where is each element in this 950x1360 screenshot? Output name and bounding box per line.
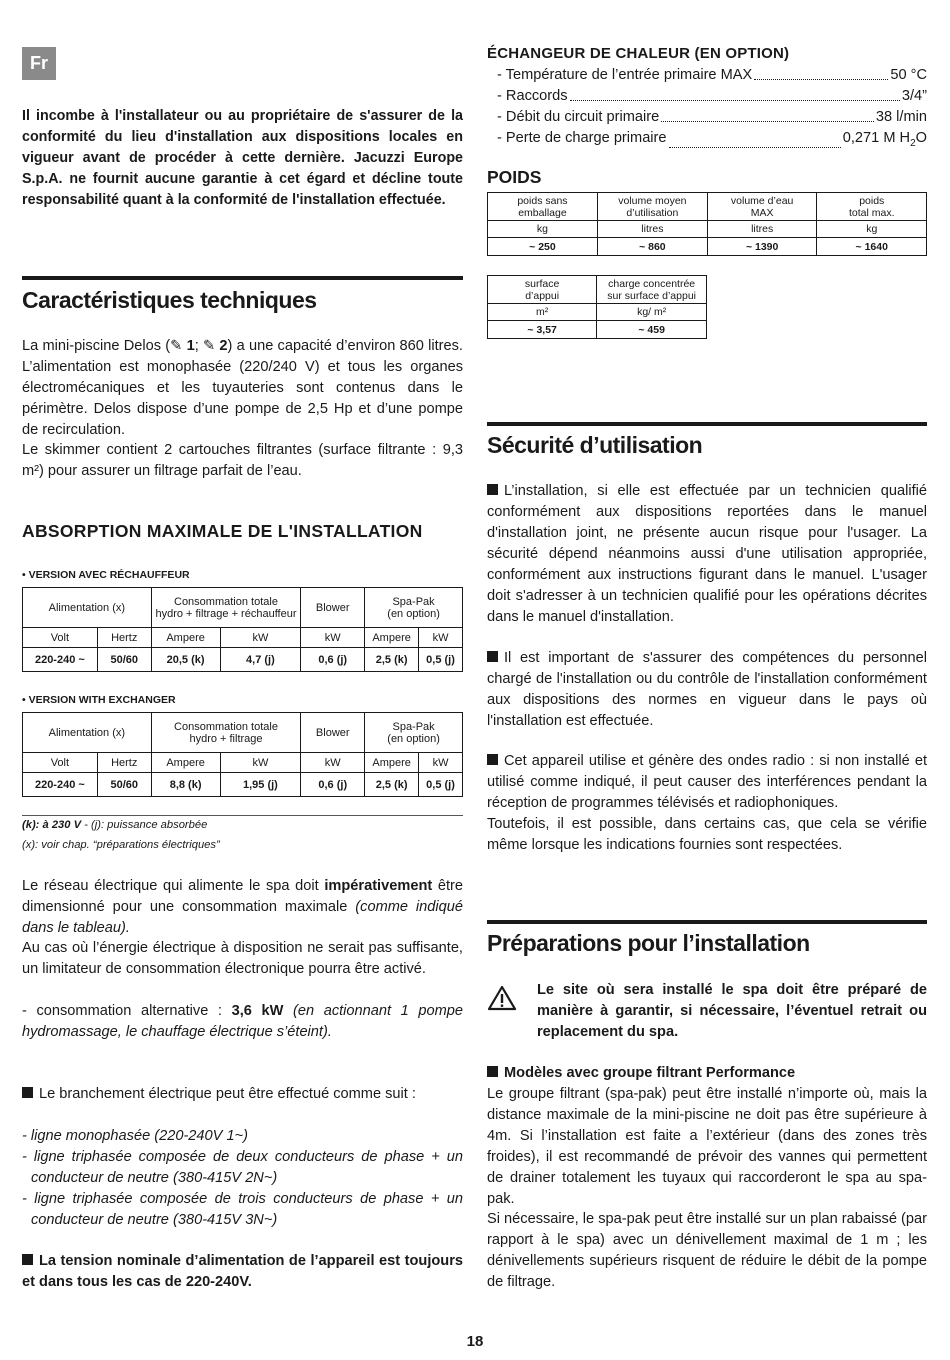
header-cell: volume d’eau MAX (707, 193, 817, 221)
square-bullet-icon (487, 484, 498, 495)
surface-table (487, 275, 707, 339)
section-rule (22, 276, 463, 280)
unit-cell: Ampere (151, 753, 220, 773)
header-spapak: Spa-Pak (en option) (365, 588, 463, 628)
unit-cell: Ampere (365, 628, 419, 648)
value-cell: 0,5 (j) (419, 648, 463, 672)
value-cell: ~ 1390 (707, 238, 817, 256)
value-cell: ~ 3,57 (488, 321, 597, 339)
language-badge: Fr (22, 47, 56, 80)
unit-cell: Ampere (365, 753, 419, 773)
value-cell: ~ 1640 (817, 238, 927, 256)
tech-title: Caractéristiques techniques (22, 287, 317, 313)
header-cell: poids sans emballage (488, 193, 598, 221)
square-bullet-icon (487, 1066, 498, 1077)
intro-warning: Il incombe à l'installateur ou au propriétaire de s'assurer de la conformité du lieu d'installation aux dispositions locales en vigueur avant de procéder à cette dernière. Jacuzzi Europe S.p.A. ne fournit aucune garantie à cet égard et décline toute responsabilité quant à la conformité de l'installation effectuée. (22, 108, 463, 208)
echangeur-row: - Raccords 3/4” (497, 88, 927, 104)
value-cell: ~ 250 (488, 238, 598, 256)
value-cell: ~ 459 (597, 321, 707, 339)
reseau-para-1: Le réseau électrique qui alimente le spa doit impérativement être dimensionné pour une consommation maximale (comme indiqué dans le tableau). (22, 878, 464, 936)
tech-para-2: Le skimmer contient 2 cartouches filtrantes (surface filtrante : 9,3 m²) pour assurer un filtrage parfait de l’eau. (22, 442, 463, 479)
securite-para-1: L’installation, si elle est effectuée par un technicien qualifié conformément aux dispositions reportées dans le manuel d'installation joint, ne présente aucun risque pour l'usager. La sécurité dépend néanmoins aussi d'une utilisation appropriée, conformément aux instructions figurant dans le manuel. L'usager doit s'adresser à un technicien qualifié pour les opérations décrites dans le manuel d'installation. (487, 483, 927, 625)
unit-cell: Volt (23, 753, 98, 773)
notes-divider (22, 815, 463, 816)
unit-cell: litres (597, 221, 707, 238)
value-cell: 2,5 (k) (365, 773, 419, 797)
warning-triangle-icon (487, 985, 517, 1016)
section-rule (487, 422, 927, 426)
tension-note: La tension nominale d’alimentation de l’appareil est toujours et dans tous les cas de 220-240V. (22, 1253, 463, 1290)
value-cell: 20,5 (k) (151, 648, 220, 672)
unit-cell: kW (419, 753, 463, 773)
header-cell: poids total max. (817, 193, 927, 221)
header-consumption: Consommation totale hydro + filtrage + réchauffeur (151, 588, 301, 628)
preparations-para-2: Si nécessaire, le spa-pak peut être installé sur un plan rabaissé (par rapport à le spa) avec un dénivellement maximal de 1 m ; les dénivellements supérieurs risquent de réduire le débit de la pompe de filtrage. (487, 1211, 927, 1290)
unit-cell: kW (301, 753, 365, 773)
value-cell: 50/60 (97, 773, 151, 797)
securite-para-4: Toutefois, il est possible, dans certains cas, que cela se vérifie même lorsque les indications fournies sont respectées. (487, 816, 927, 853)
pencil-icon: ✎ (202, 338, 216, 354)
value-cell: 50/60 (97, 648, 151, 672)
echangeur-title: ÉCHANGEUR DE CHALEUR (EN OPTION) (487, 45, 790, 62)
echangeur-row: - Débit du circuit primaire 38 l/min (497, 109, 927, 125)
branchement-item: - ligne triphasée composée de deux conducteurs de phase + un conducteur de neutre (380-415V 2N~) (22, 1149, 463, 1186)
value-cell: 1,95 (j) (220, 773, 301, 797)
unit-cell: kW (220, 753, 301, 773)
unit-cell: m² (488, 304, 597, 321)
branchement-item: - ligne triphasée composée de trois conducteurs de phase + un conducteur de neutre (380-415V 3N~) (22, 1191, 463, 1228)
unit-cell: kg (817, 221, 927, 238)
unit-cell: kg/ m² (597, 304, 707, 321)
header-consumption: Consommation totale hydro + filtrage (151, 713, 301, 753)
echangeur-row: - Température de l’entrée primaire MAX 50 °C (497, 67, 927, 83)
absorption-table-exchanger (22, 712, 463, 797)
tech-para-1: La mini-piscine Delos (✎ 1; ✎ 2) a une capacité d’environ 860 litres. L’alimentation est monophasée (220/240 V) et tous les organes électromécaniques et les tuyauteries sont contenus dans le périmètre. Delos dispose d’une pompe de 2,5 Hp et d’une pompe de recirculation. (22, 338, 463, 438)
preparations-warning: Le site où sera installé le spa doit être préparé de manière à garantir, si nécessaire, l’éventuel retrait ou replacement du spa. (537, 982, 927, 1040)
section-rule (487, 920, 927, 924)
unit-cell: kW (301, 628, 365, 648)
securite-para-2: Il est important de s'assurer des compétences du personnel chargé de l'installation ou du contrôle de l'installation conformément aux dispositions des normes en vigueur dans le pays où l'installation est effectuée. (487, 650, 927, 729)
unit-cell: kW (220, 628, 301, 648)
square-bullet-icon (22, 1087, 33, 1098)
unit-cell: Hertz (97, 753, 151, 773)
note-x: (x): voir chap. “préparations électriques” (22, 839, 220, 851)
reseau-para-2: Au cas où l’énergie électrique à disposition ne serait pas suffisante, un limitateur de consommation électronique pourra être activé. (22, 940, 463, 977)
absorption-title: ABSORPTION MAXIMALE DE L'INSTALLATION (22, 521, 423, 541)
unit-cell: kg (488, 221, 598, 238)
square-bullet-icon (487, 651, 498, 662)
version-2-title: • VERSION WITH EXCHANGER (22, 694, 176, 706)
value-cell: 4,7 (j) (220, 648, 301, 672)
page-number: 18 (466, 1333, 484, 1350)
header-cell: volume moyen d’utilisation (597, 193, 707, 221)
header-blower: Blower (301, 713, 365, 753)
preparations-title: Préparations pour l’installation (487, 930, 810, 956)
unit-cell: Ampere (151, 628, 220, 648)
value-cell: 2,5 (k) (365, 648, 419, 672)
value-cell: 0,5 (j) (419, 773, 463, 797)
unit-cell: Hertz (97, 628, 151, 648)
absorption-table-heater (22, 587, 463, 672)
performance-subtitle: Modèles avec groupe filtrant Performance (487, 1063, 927, 1084)
unit-cell: kW (419, 628, 463, 648)
note-k: (k): à 230 V - (j): puissance absorbée (22, 819, 208, 831)
value-cell: ~ 860 (597, 238, 707, 256)
branchement-intro: Le branchement électrique peut être effectué comme suit : (22, 1084, 463, 1105)
square-bullet-icon (487, 754, 498, 765)
header-alim: Alimentation (x) (23, 713, 152, 753)
header-spapak: Spa-Pak (en option) (365, 713, 463, 753)
branchement-item: - ligne monophasée (220-240V 1~) (22, 1128, 248, 1144)
header-cell: charge concentrée sur surface d’appui (597, 276, 707, 304)
echangeur-row: - Perte de charge primaire 0,271 M $H_2O$ (497, 130, 927, 149)
header-cell: surface d’appui (488, 276, 597, 304)
poids-title: POIDS (487, 167, 542, 187)
unit-cell: litres (707, 221, 817, 238)
poids-table (487, 192, 927, 256)
value-cell: 220-240 ~ (23, 773, 98, 797)
securite-title: Sécurité d’utilisation (487, 432, 703, 458)
reseau-para-3: - consommation alternative : 3,6 kW (en actionnant 1 pompe hydromassage, le chauffage électrique s’éteint). (22, 1003, 464, 1040)
securite-para-3: Cet appareil utilise et génère des ondes radio : si non installé et utilisé comme indiqué, il peut causer des interférences pendant la réception de programmes télévisés et radiophoniques. (487, 753, 927, 811)
header-alim: Alimentation (x) (23, 588, 152, 628)
pencil-icon: ✎ (170, 338, 183, 354)
value-cell: 220-240 ~ (23, 648, 98, 672)
square-bullet-icon (22, 1254, 33, 1265)
value-cell: 0,6 (j) (301, 773, 365, 797)
value-cell: 8,8 (k) (151, 773, 220, 797)
preparations-para-1: Le groupe filtrant (spa-pak) peut être installé n’importe où, mais la distance maximale de la mini-piscine ne doit pas être supérieure à 4m. Si l’installation est faite a l’extérieur (dans des zones très froides), il est recommandé de prévoir des vannes qui permettent de drainer totalement les tuyaux qui raccorderont le spa au spa-pak. (487, 1086, 927, 1207)
value-cell: 0,6 (j) (301, 648, 365, 672)
header-blower: Blower (301, 588, 365, 628)
unit-cell: Volt (23, 628, 98, 648)
version-1-title: • VERSION AVEC RÉCHAUFFEUR (22, 569, 190, 581)
